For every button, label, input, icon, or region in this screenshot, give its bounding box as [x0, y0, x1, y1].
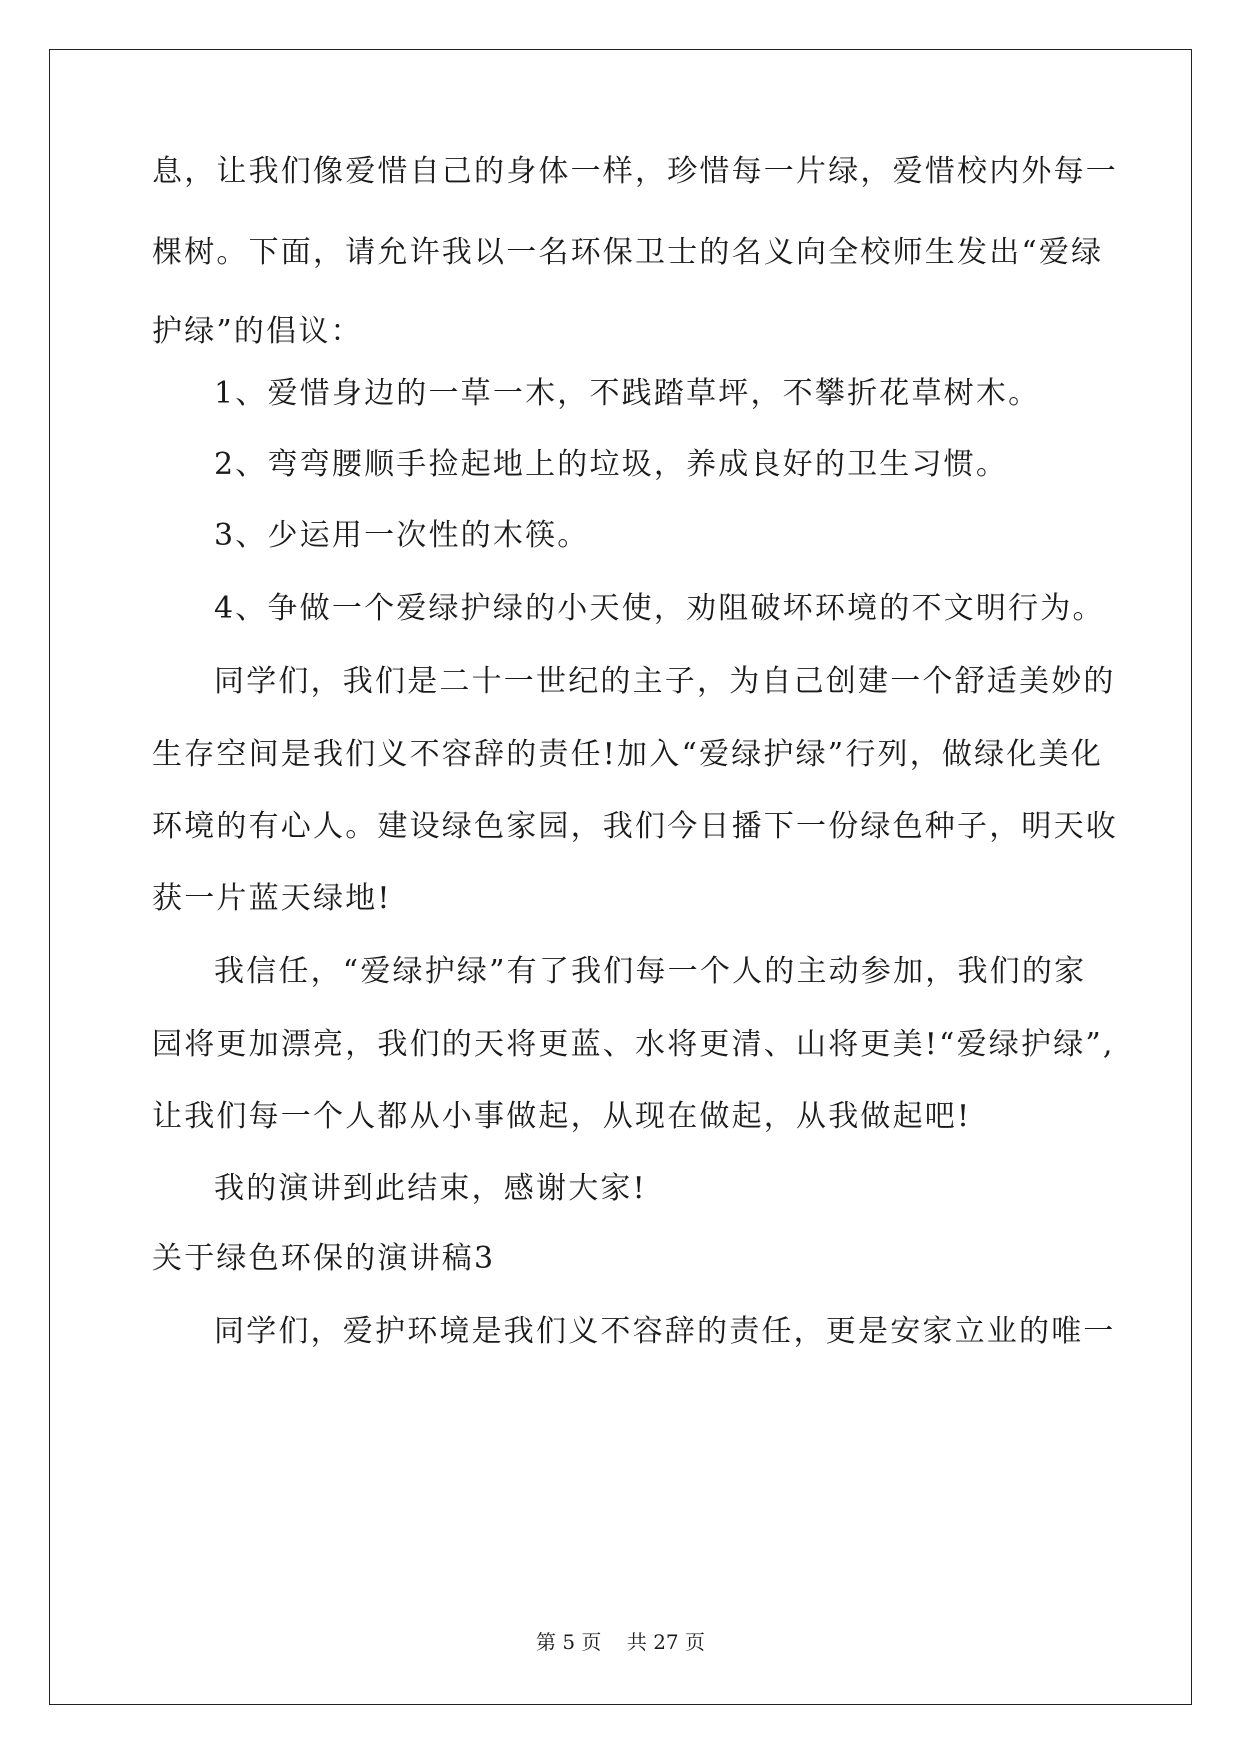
body-text-line: 同学们，我们是二十一世纪的主子，为自己创建一个舒适美妙的 [214, 664, 1116, 699]
proposal-item: 2、弯弯腰顺手捡起地上的垃圾，养成良好的卫生习惯。 [214, 447, 1009, 482]
body-text-line: 生存空间是我们义不容辞的责任!加入“爱绿护绿”行列，做绿化美化 [152, 737, 1103, 772]
body-text-line: 让我们每一个人都从小事做起，从现在做起，从我做起吧! [152, 1099, 972, 1134]
body-text-line: 我信任，“爱绿护绿”有了我们每一个人的主动参加，我们的家 [214, 954, 1087, 989]
body-text-line: 同学们，爱护环境是我们义不容辞的责任，更是安家立业的唯一 [214, 1314, 1116, 1349]
section-heading: 关于绿色环保的演讲稿3 [152, 1241, 496, 1276]
proposal-item: 3、少运用一次性的木筷。 [214, 518, 590, 553]
body-text-line: 园将更加漂亮，我们的天将更蓝、水将更清、山将更美!“爱绿护绿”, [152, 1027, 1115, 1062]
body-text-line: 棵树。下面，请允许我以一名环保卫士的名义向全校师生发出“爱绿 [152, 235, 1104, 270]
page-number: 第 5 页 共 27 页 [535, 1630, 706, 1654]
proposal-item: 1、爱惜身边的一草一木，不践踏草坪，不攀折花草树木。 [214, 376, 1041, 411]
body-text-line: 环境的有心人。建设绿色家园，我们今日播下一份绿色种子，明天收 [152, 809, 1118, 844]
body-text-line: 护绿”的倡议： [152, 314, 363, 349]
body-text-line: 获一片蓝天绿地! [152, 881, 392, 916]
body-text-line: 息，让我们像爱惜自己的身体一样，珍惜每一片绿，爱惜校内外每一 [152, 154, 1118, 189]
body-text-line: 我的演讲到此结束，感谢大家! [214, 1171, 647, 1206]
proposal-item: 4、争做一个爱绿护绿的小天使，劝阻破坏环境的不文明行为。 [214, 591, 1105, 626]
page-border [49, 49, 1192, 1705]
